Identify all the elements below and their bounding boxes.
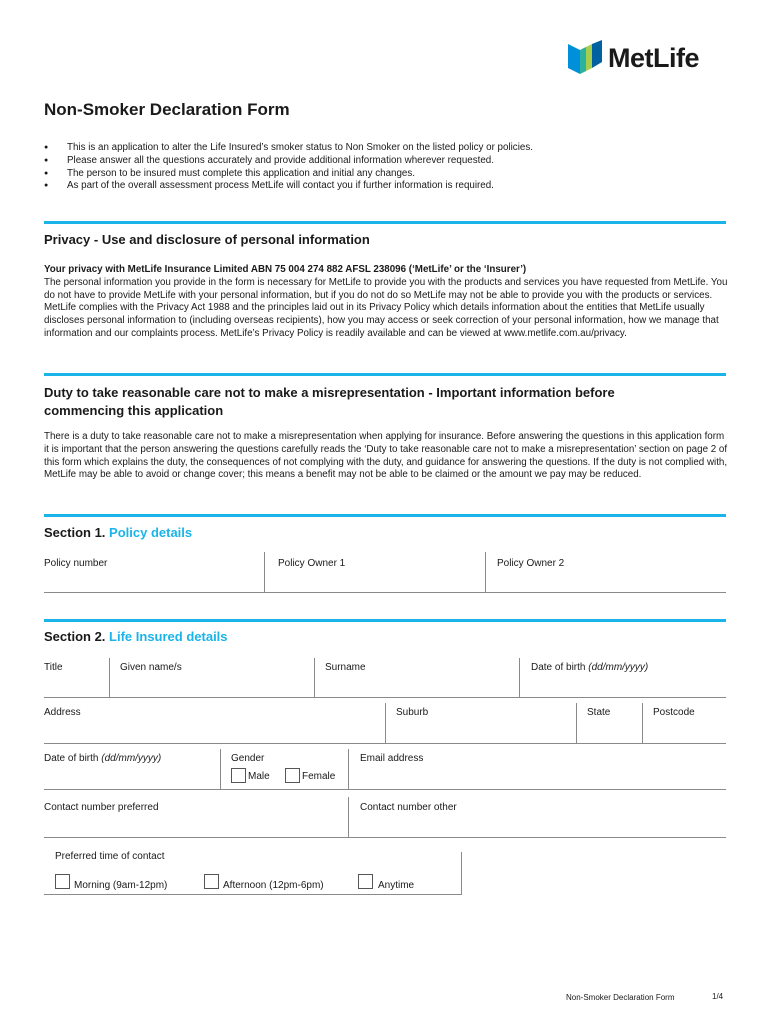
afternoon-label: Afternoon (12pm-6pm) — [223, 880, 324, 891]
dob2-field[interactable] — [44, 768, 216, 786]
morning-checkbox[interactable] — [55, 874, 70, 889]
policy-number-label: Policy number — [44, 558, 108, 569]
policy-owner2-label: Policy Owner 2 — [497, 558, 565, 569]
field-divider — [314, 658, 315, 697]
male-checkbox[interactable] — [231, 768, 246, 783]
preferred-time-label: Preferred time of contact — [55, 851, 165, 862]
list-item: ● This is an application to alter the Life Insured’s smoker status to Non Smoker on the listed policy or policies. — [44, 142, 533, 155]
field-baseline — [44, 837, 726, 838]
section2-number: Section 2. — [44, 629, 106, 644]
policy-owner1-field[interactable] — [268, 572, 480, 590]
address-label: Address — [44, 707, 81, 718]
state-label: State — [587, 707, 611, 718]
privacy-heading: Privacy - Use and disclosure of personal information — [44, 232, 370, 247]
field-divider — [264, 552, 265, 592]
postcode-label: Postcode — [653, 707, 695, 718]
female-label: Female — [302, 771, 336, 782]
contact-preferred-label: Contact number preferred — [44, 802, 159, 813]
afternoon-checkbox[interactable] — [204, 874, 219, 889]
field-divider — [109, 658, 110, 697]
metlife-logo-icon — [566, 40, 604, 76]
suburb-label: Suburb — [396, 707, 429, 718]
section-divider — [44, 514, 726, 517]
contact-other-label: Contact number other — [360, 802, 457, 813]
dob2-label — [44, 753, 161, 764]
privacy-lead: Your privacy with MetLife Insurance Limited ABN 75 004 274 882 AFSL 238096 (‘MetLife’ or the ‘Insurer’) — [44, 264, 527, 275]
address-field[interactable] — [44, 722, 382, 740]
dob-field[interactable] — [523, 676, 725, 694]
duty-heading: Duty to take reasonable care not to make a misrepresentation - Important information before commencing this application — [44, 385, 615, 418]
logo-text: MetLife — [608, 42, 699, 73]
section-divider — [44, 373, 726, 376]
policy-owner2-field[interactable] — [489, 572, 725, 590]
gender-label: Gender — [231, 753, 265, 764]
section2-heading — [44, 629, 228, 644]
metlife-logo — [566, 40, 726, 76]
female-checkbox[interactable] — [285, 768, 300, 783]
page-title: Non-Smoker Declaration Form — [44, 100, 290, 119]
surname-field[interactable] — [318, 676, 516, 694]
email-field[interactable] — [352, 768, 725, 786]
title-field[interactable] — [44, 676, 106, 694]
state-field[interactable] — [580, 722, 639, 740]
list-item: ● The person to be insured must complete this application and initial any changes. — [44, 168, 533, 181]
given-names-label: Given name/s — [120, 662, 182, 673]
list-item: ● As part of the overall assessment process MetLife will contact you if further information is required. — [44, 180, 533, 193]
field-baseline — [44, 894, 462, 895]
contact-preferred-field[interactable] — [44, 816, 344, 834]
list-item: ● Please answer all the questions accurately and provide additional information wherever requested. — [44, 155, 533, 168]
footer-doc-name: Non-Smoker Declaration Form — [566, 993, 675, 1002]
field-divider — [348, 797, 349, 837]
contact-other-field[interactable] — [352, 816, 725, 834]
male-label: Male — [248, 771, 270, 782]
field-baseline — [44, 697, 726, 698]
postcode-field[interactable] — [646, 722, 725, 740]
field-divider — [461, 852, 462, 894]
suburb-field[interactable] — [389, 722, 573, 740]
field-divider — [220, 749, 221, 789]
section1-heading — [44, 525, 192, 540]
section1-title: Policy details — [109, 525, 193, 540]
field-divider — [519, 658, 520, 697]
field-divider — [385, 703, 386, 743]
dob-format: (dd/mm/yyyy) — [588, 662, 649, 673]
field-divider — [348, 749, 349, 789]
dob2-label-text: Date of birth — [44, 753, 99, 764]
email-label: Email address — [360, 753, 424, 764]
section2-title: Life Insured details — [109, 629, 228, 644]
anytime-label: Anytime — [378, 880, 415, 891]
field-divider — [642, 703, 643, 743]
anytime-checkbox[interactable] — [358, 874, 373, 889]
dob2-format: (dd/mm/yyyy) — [101, 753, 162, 764]
policy-number-field[interactable] — [44, 572, 260, 590]
dob-label — [531, 662, 648, 673]
field-divider — [485, 552, 486, 592]
section-divider — [44, 221, 726, 224]
field-divider — [576, 703, 577, 743]
field-baseline — [44, 592, 726, 593]
surname-label: Surname — [325, 662, 366, 673]
given-names-field[interactable] — [113, 676, 311, 694]
privacy-text — [44, 264, 728, 341]
policy-owner1-label: Policy Owner 1 — [278, 558, 346, 569]
privacy-body: The personal information you provide in the form is necessary for MetLife to provide you with the products and services you have requested from MetLife. You do not have to provide MetLife with your personal information, but if you do not do so MetLife may not be able to provide you with the products or services. MetLife complies with the Privacy Act 1988 and the principles laid out in its Privacy Policy which details information about the entities that MetLife usually discloses personal information to (including overseas recipients), how you may access or seek correction of your personal information, how we manage that information and our complaints process. MetLife’s Privacy Policy is readily available and can be viewed at www.metlife.com.au/privacy. — [44, 276, 728, 339]
morning-label: Morning (9am-12pm) — [74, 880, 168, 891]
section-divider — [44, 619, 726, 622]
duty-body: There is a duty to take reasonable care not to make a misrepresentation when applying for insurance. Before answering the questions in this application form it is important that the person answering the questions carefully reads the ‘Duty to take reasonable care not to make a misrepresentation’ section on page 2 of this form which explains the duty, the consequences of not complying with the duty, and guidance for answering the questions. If the duty is not complied with, MetLife may be able to avoid or change cover; this means a benefit may not be able to be claimed or the amount we pay may be reduced. — [44, 431, 728, 481]
intro-list — [44, 142, 533, 193]
section1-number: Section 1. — [44, 525, 106, 540]
title-label: Title — [44, 662, 63, 673]
page-number: 1/4 — [712, 992, 724, 1001]
dob-label-text: Date of birth — [531, 662, 586, 673]
field-baseline — [44, 743, 726, 744]
field-baseline — [44, 789, 726, 790]
